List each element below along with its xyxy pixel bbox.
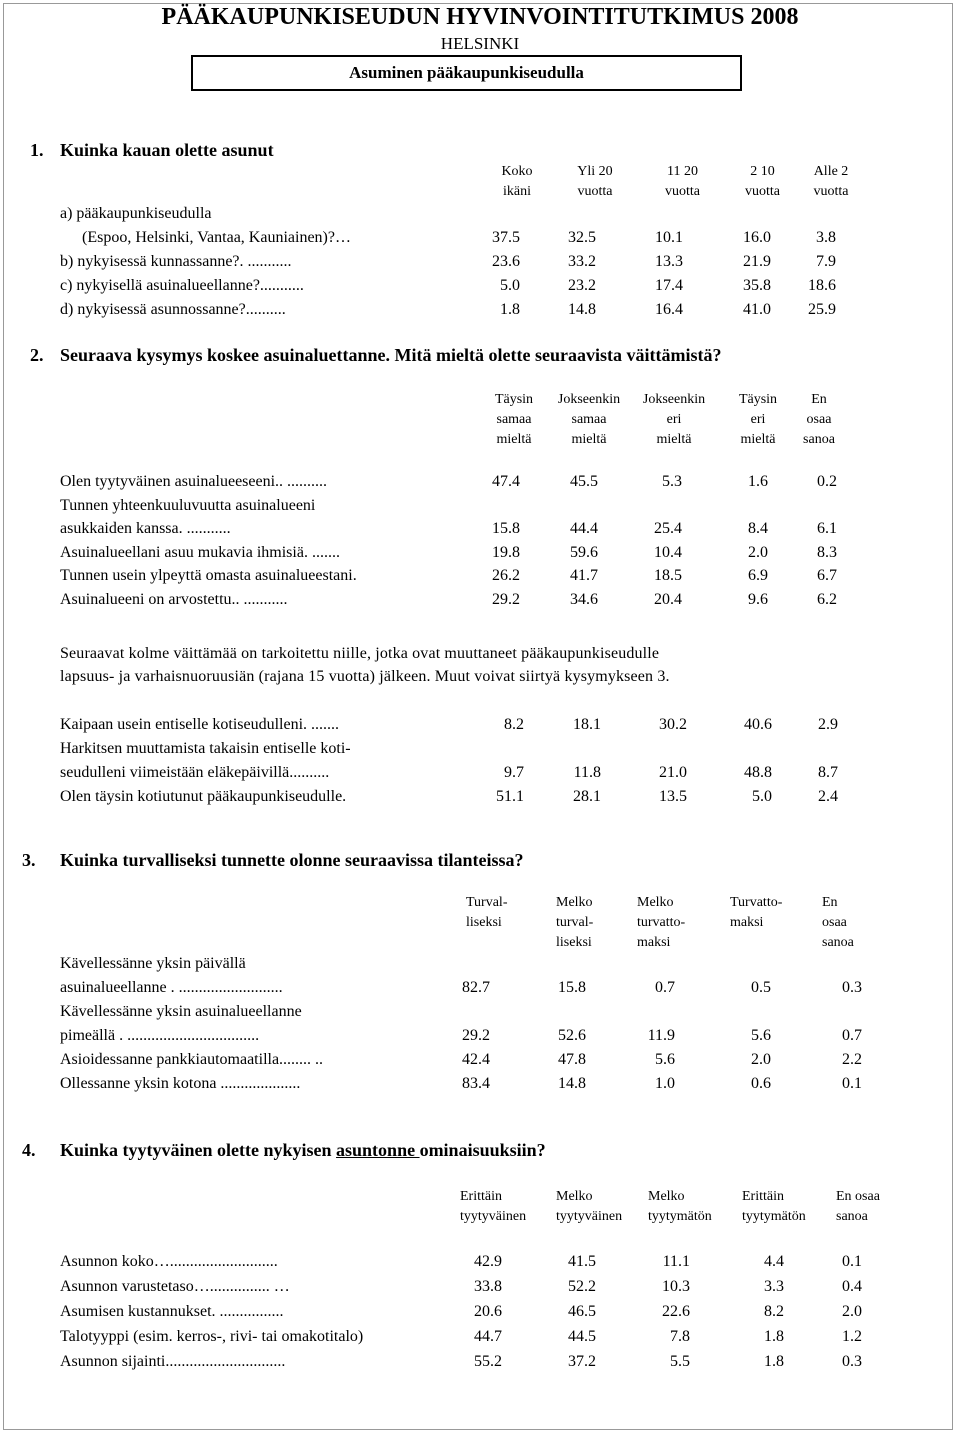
cell-value: 47.8 <box>558 1051 586 1068</box>
cell-value: 0.3 <box>842 1353 862 1370</box>
cell-value: 20.4 <box>654 590 682 608</box>
cell-value: 19.8 <box>492 543 520 561</box>
col-header-line: 2 10 <box>750 164 775 179</box>
col-header-line: sanoa <box>836 1209 868 1224</box>
q2-text: Seuraava kysymys koskee asuinaluettanne. Mitä mieltä olette seuraavista väittämistä? <box>60 345 722 365</box>
cell-value: 14.8 <box>568 301 596 318</box>
cell-value: 11.1 <box>662 1253 690 1270</box>
cell-value: 11.9 <box>647 1027 675 1044</box>
cell-value: 8.2 <box>504 716 524 733</box>
cell-value: 5.6 <box>655 1051 675 1068</box>
cell-value: 0.7 <box>655 979 675 996</box>
cell-value: 13.3 <box>655 253 683 270</box>
col-header-line: samaa <box>496 412 532 427</box>
cell-value: 26.2 <box>492 567 520 584</box>
row-label: Asumisen kustannukset. ................ <box>60 1303 284 1320</box>
cell-value: 0.4 <box>842 1278 862 1295</box>
row-label: Asuinalueeni on arvostettu.. ........... <box>60 590 288 608</box>
row-label: Harkitsen muuttamista takaisin entiselle koti- <box>60 740 351 757</box>
cell-value: 1.2 <box>842 1328 862 1345</box>
q4-number: 4. <box>22 1140 36 1160</box>
q2-col-header <box>484 390 544 450</box>
cell-value: 22.6 <box>662 1303 690 1320</box>
cell-value: 14.8 <box>558 1075 586 1092</box>
cell-value: 10.3 <box>662 1278 690 1295</box>
col-header-line: vuotta <box>665 184 700 199</box>
col-header-line: Melko <box>648 1189 685 1204</box>
q4-col-header <box>556 1187 646 1227</box>
cell-value: 41.0 <box>743 301 771 318</box>
row-label: Olen tyytyväinen asuinalueeseeni.. .......... <box>60 473 328 490</box>
cell-value: 6.7 <box>817 567 837 584</box>
col-header-line: osaa <box>806 412 832 427</box>
q1-col-header <box>560 162 630 202</box>
col-header-line: eri <box>750 412 766 427</box>
q2-col-header <box>630 390 718 450</box>
cell-value: 23.6 <box>492 253 520 270</box>
q1-text: Kuinka kauan olette asunut <box>60 140 274 160</box>
q2-note-line-2: lapsuus- ja varhaisnuoruusiän (rajana 15 vuotta) jälkeen. Muut voivat siirtyä kysymykseen 3. <box>60 668 670 685</box>
cell-value: 2.4 <box>818 788 838 805</box>
cell-value: 33.2 <box>568 253 596 270</box>
col-header-line: ikäni <box>503 184 531 199</box>
col-header-line: En osaa <box>836 1189 880 1204</box>
cell-value: 5.6 <box>751 1027 771 1044</box>
q4-text <box>60 1140 546 1161</box>
q1-col-header <box>725 162 800 202</box>
row-label: Olen täysin kotiutunut pääkaupunkiseudulle. <box>60 788 347 805</box>
col-header-line: 11 20 <box>667 164 698 179</box>
col-header-line: tyytymätön <box>742 1209 806 1224</box>
cell-value: 8.2 <box>764 1303 784 1320</box>
col-header-line: liseksi <box>466 915 502 930</box>
cell-value: 15.8 <box>558 979 586 996</box>
row-label: pimeällä . ................................. <box>60 1027 260 1044</box>
q2-col-header <box>545 390 633 450</box>
row-label: Asuinalueellani asuu mukavia ihmisiä. ....... <box>60 543 340 561</box>
cell-value: 8.3 <box>817 543 837 561</box>
cell-value: 8.7 <box>818 764 838 781</box>
col-header-line: Erittäin <box>460 1189 502 1204</box>
cell-value: 21.0 <box>659 764 687 781</box>
col-header-line: vuotta <box>745 184 780 199</box>
col-header-line: vuotta <box>813 184 849 199</box>
cell-value: 20.6 <box>474 1303 502 1320</box>
col-header-line: mieltä <box>571 432 607 447</box>
row-label: Talotyyppi (esim. kerros-, rivi- tai omakotitalo) <box>60 1328 364 1345</box>
cell-value: 82.7 <box>462 979 490 996</box>
cell-value: 55.2 <box>474 1353 502 1370</box>
row-label: Kaipaan usein entiselle kotiseudulleni. ....... <box>60 716 340 733</box>
q2-col-header <box>794 390 844 450</box>
row-label: seudulleni viimeistään eläkepäivillä.......... <box>60 764 330 781</box>
q3-col-header <box>556 893 636 953</box>
col-header-line: mieltä <box>656 432 692 447</box>
q2-col-header <box>723 390 793 450</box>
cell-value: 32.5 <box>568 229 596 246</box>
cell-value: 0.7 <box>842 1027 862 1044</box>
cell-value: 37.5 <box>492 229 520 246</box>
row-label: Tunnen usein ylpeyttä omasta asuinalueestani. <box>60 567 357 584</box>
cell-value: 0.1 <box>842 1253 862 1270</box>
col-header-line: osaa <box>822 915 847 930</box>
col-header-line: Jokseenkin <box>642 392 706 407</box>
cell-value: 5.5 <box>670 1353 690 1370</box>
cell-value: 3.3 <box>764 1278 784 1295</box>
cell-value: 1.8 <box>764 1353 784 1370</box>
col-header-line: turval- <box>556 915 594 930</box>
q4-col-header <box>460 1187 550 1227</box>
q3-col-header <box>466 893 546 933</box>
cell-value: 37.2 <box>568 1353 596 1370</box>
row-label: asuinalueellanne . .......................... <box>60 979 283 996</box>
cell-value: 18.6 <box>808 277 836 294</box>
cell-value: 2.2 <box>842 1051 862 1068</box>
q1-number: 1. <box>30 140 44 160</box>
cell-value: 6.2 <box>817 590 837 608</box>
cell-value: 1.8 <box>764 1328 784 1345</box>
row-label: Tunnen yhteenkuuluvuutta asuinalueeni <box>60 496 316 514</box>
col-header-line: tyytymätön <box>648 1209 712 1224</box>
cell-value: 0.3 <box>842 979 862 996</box>
q3-text: Kuinka turvalliseksi tunnette olonne seuraavissa tilanteissa? <box>60 850 524 870</box>
cell-value: 29.2 <box>462 1027 490 1044</box>
cell-value: 48.8 <box>744 764 772 781</box>
col-header-line: Täysin <box>494 392 534 407</box>
q3-col-header <box>822 893 882 953</box>
col-header-line: tyytyväinen <box>460 1209 527 1224</box>
q4-text-underlined: asuntonne <box>336 1140 420 1160</box>
cell-value: 34.6 <box>570 590 598 608</box>
row-label: asukkaiden kanssa. ........... <box>60 520 231 537</box>
document-city: HELSINKI <box>440 34 520 53</box>
cell-value: 52.2 <box>568 1278 596 1295</box>
document-title: PÄÄKAUPUNKISEUDUN HYVINVOINTITUTKIMUS 2008 <box>161 4 799 30</box>
cell-value: 35.8 <box>743 277 771 294</box>
cell-value: 2.0 <box>842 1303 862 1320</box>
cell-value: 25.4 <box>654 520 682 537</box>
q3-col-header <box>730 893 820 933</box>
cell-value: 44.5 <box>568 1328 596 1345</box>
q4-text-end: ominaisuuksiin? <box>419 1140 546 1160</box>
cell-value: 18.5 <box>654 567 682 584</box>
row-label: Kävellessänne yksin päivällä <box>60 955 246 972</box>
col-header-line: vuotta <box>577 184 613 199</box>
cell-value: 6.9 <box>748 567 768 584</box>
col-header-line: liseksi <box>556 935 592 950</box>
col-header-line: Erittäin <box>742 1189 784 1204</box>
cell-value: 6.1 <box>817 520 837 537</box>
cell-value: 47.4 <box>492 473 520 490</box>
q1-col-header <box>487 162 547 202</box>
cell-value: 51.1 <box>496 788 524 805</box>
cell-value: 33.8 <box>474 1278 502 1295</box>
col-header-line: Melko <box>556 1189 593 1204</box>
cell-value: 30.2 <box>659 716 687 733</box>
cell-value: 83.4 <box>462 1075 490 1092</box>
cell-value: 28.1 <box>573 788 601 805</box>
cell-value: 46.5 <box>568 1303 596 1320</box>
cell-value: 0.5 <box>751 979 771 996</box>
cell-value: 9.6 <box>748 590 768 608</box>
row-label: Ollessanne yksin kotona .................... <box>60 1075 301 1092</box>
cell-value: 17.4 <box>655 277 683 294</box>
cell-value: 45.5 <box>570 473 598 490</box>
row-label: d) nykyisessä asunnossanne?.......... <box>60 301 286 318</box>
q1-col-header <box>645 162 720 202</box>
cell-value: 23.2 <box>568 277 596 294</box>
cell-value: 15.8 <box>492 520 520 537</box>
cell-value: 18.1 <box>573 716 601 733</box>
col-header-line: Turval- <box>466 895 508 910</box>
q3-number: 3. <box>22 850 36 870</box>
cell-value: 11.8 <box>573 764 601 781</box>
cell-value: 2.0 <box>748 543 768 561</box>
col-header-line: Turvatto- <box>730 895 783 910</box>
document-subtitle: Asuminen pääkaupunkiseudulla <box>349 63 584 82</box>
cell-value: 44.7 <box>474 1328 502 1345</box>
row-label: a) pääkaupunkiseudulla <box>60 205 212 222</box>
row-label: (Espoo, Helsinki, Vantaa, Kauniainen)?… <box>82 229 351 246</box>
q4-col-header <box>742 1187 832 1227</box>
cell-value: 10.4 <box>654 543 682 561</box>
col-header-line: Melko <box>556 895 593 910</box>
q1-col-header <box>796 162 866 202</box>
cell-value: 29.2 <box>492 590 520 608</box>
col-header-line: Melko <box>637 895 674 910</box>
col-header-line: mieltä <box>496 432 532 447</box>
q3-col-header <box>637 893 727 953</box>
cell-value: 41.5 <box>568 1253 596 1270</box>
col-header-line: tyytyväinen <box>556 1209 623 1224</box>
q4-col-header <box>836 1187 906 1227</box>
cell-value: 10.1 <box>655 229 683 246</box>
col-header-line: Täysin <box>738 392 778 407</box>
col-header-line: mieltä <box>740 432 776 447</box>
col-header-line: Koko <box>501 164 533 179</box>
col-header-line: Jokseenkin <box>557 392 621 407</box>
q2-note-line-1: Seuraavat kolme väittämää on tarkoitettu niille, jotka ovat muuttaneet pääkaupunkiseudulle <box>60 645 660 662</box>
cell-value: 41.7 <box>570 567 598 584</box>
cell-value: 42.4 <box>462 1051 490 1068</box>
cell-value: 9.7 <box>504 764 524 781</box>
cell-value: 21.9 <box>743 253 771 270</box>
cell-value: 0.6 <box>751 1075 771 1092</box>
cell-value: 5.3 <box>662 473 682 490</box>
row-label: c) nykyisellä asuinalueellanne?........... <box>60 277 304 294</box>
row-label: Asioidessanne pankkiautomaatilla........ .. <box>60 1051 324 1068</box>
row-label: Kävellessänne yksin asuinalueellanne <box>60 1003 302 1020</box>
row-label: Asunnon sijainti.............................. <box>60 1353 286 1370</box>
cell-value: 8.4 <box>748 520 768 537</box>
col-header-line: Yli 20 <box>577 164 613 179</box>
col-header-line: Alle 2 <box>813 164 849 179</box>
cell-value: 44.4 <box>570 520 598 537</box>
q2-number: 2. <box>30 345 44 365</box>
col-header-line: samaa <box>571 412 607 427</box>
cell-value: 16.4 <box>655 301 683 318</box>
q4-text-start: Kuinka tyytyväinen olette nykyisen <box>60 1140 337 1160</box>
row-label: Asunnon varustetaso…............... … <box>60 1278 290 1295</box>
cell-value: 40.6 <box>744 716 772 733</box>
cell-value: 7.9 <box>816 253 836 270</box>
col-header-line: turvatto- <box>637 915 686 930</box>
cell-value: 1.0 <box>655 1075 675 1092</box>
cell-value: 1.6 <box>748 473 768 490</box>
q4-col-header <box>648 1187 738 1227</box>
col-header-line: En <box>822 895 838 910</box>
cell-value: 13.5 <box>659 788 687 805</box>
col-header-line: eri <box>666 412 682 427</box>
cell-value: 5.0 <box>500 277 520 294</box>
cell-value: 1.8 <box>500 301 520 318</box>
cell-value: 3.8 <box>816 229 836 246</box>
document-subtitle-box <box>191 55 742 91</box>
cell-value: 16.0 <box>743 229 771 246</box>
cell-value: 4.4 <box>764 1253 784 1270</box>
cell-value: 0.2 <box>817 473 837 490</box>
col-header-line: sanoa <box>803 432 835 447</box>
cell-value: 59.6 <box>570 543 598 561</box>
col-header-line: maksi <box>637 935 671 950</box>
col-header-line: En <box>811 392 827 407</box>
row-label: b) nykyisessä kunnassanne?. ........... <box>60 253 292 270</box>
cell-value: 25.9 <box>808 301 836 318</box>
cell-value: 42.9 <box>474 1253 502 1270</box>
cell-value: 52.6 <box>558 1027 586 1044</box>
col-header-line: maksi <box>730 915 764 930</box>
cell-value: 0.1 <box>842 1075 862 1092</box>
row-label: Asunnon koko…........................... <box>60 1253 278 1270</box>
cell-value: 2.0 <box>751 1051 771 1068</box>
col-header-line: sanoa <box>822 935 854 950</box>
cell-value: 2.9 <box>818 716 838 733</box>
cell-value: 7.8 <box>670 1328 690 1345</box>
cell-value: 5.0 <box>752 788 772 805</box>
